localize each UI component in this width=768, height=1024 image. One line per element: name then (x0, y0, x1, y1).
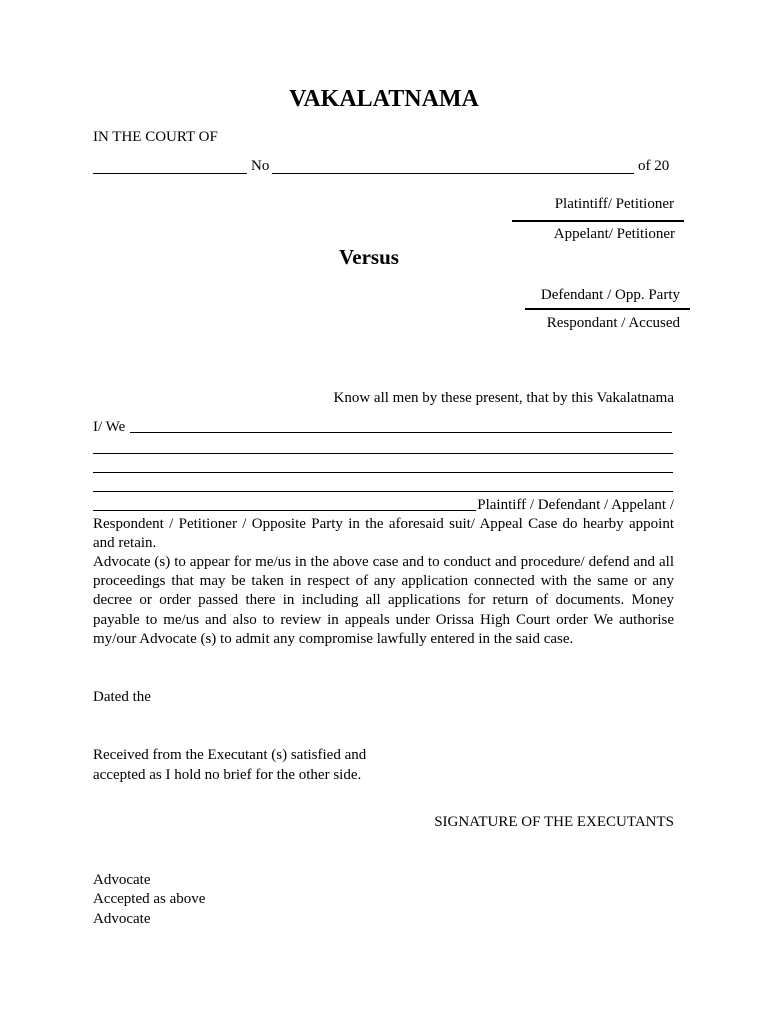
name-blank-line-4[interactable] (93, 491, 673, 492)
name-blank-line-2[interactable] (93, 453, 673, 454)
name-blank-line-3[interactable] (93, 472, 673, 473)
advocate-label-2: Advocate (93, 911, 151, 927)
party-roles-blank[interactable] (93, 497, 476, 511)
year-label: of 20 (638, 158, 670, 174)
court-name-blank[interactable] (93, 173, 247, 174)
plaintiff-petitioner-label: Platintiff/ Petitioner (554, 196, 674, 212)
i-we-row (93, 418, 674, 436)
case-no-label: No (251, 158, 270, 174)
party-roles-row (93, 496, 674, 514)
signature-label: SIGNATURE OF THE EXECUTANTS (434, 814, 674, 830)
received-line-1: Received from the Executant (s) satisfied and (93, 747, 367, 763)
dated-label: Dated the (93, 689, 151, 705)
party-top-divider (512, 220, 684, 222)
defendant-opp-party-label: Defendant / Opp. Party (540, 287, 680, 303)
body-line-appoint: Respondent / Petitioner / Opposite Party in the aforesaid suit/ Appeal Case do hearby appoint and retain. (93, 516, 674, 552)
court-label: IN THE COURT OF (93, 129, 218, 145)
party-bottom-divider (525, 308, 690, 310)
accepted-label: Accepted as above (93, 891, 206, 907)
i-we-label: I/ We (93, 419, 126, 435)
case-number-blank[interactable] (272, 173, 634, 174)
party-roles-text: Plaintiff / Defendant / Appelant / (477, 497, 674, 513)
i-we-blank[interactable] (130, 419, 672, 433)
body-paragraph: Advocate (s) to appear for me/us in the above case and to conduct and procedure/ defend and all proceedings that may be taken in respect of any application connected with the same or any decree or order passed there in including all applications for return of documents. Money payable to me/us and also to review in appeals under Orissa High Court order We authorise my/our Advocate (s) to admit any compromise lawfully entered in the said case. (93, 554, 674, 647)
respondent-accused-label: Respondant / Accused (546, 315, 680, 331)
advocate-label-1: Advocate (93, 872, 151, 888)
intro-text: Know all men by these present, that by this Vakalatnama (333, 390, 674, 406)
appellant-petitioner-label: Appelant/ Petitioner (553, 226, 675, 242)
received-line-2: accepted as I hold no brief for the other side. (93, 767, 362, 783)
versus-heading: Versus (339, 245, 399, 269)
document-title: VAKALATNAMA (289, 86, 479, 112)
